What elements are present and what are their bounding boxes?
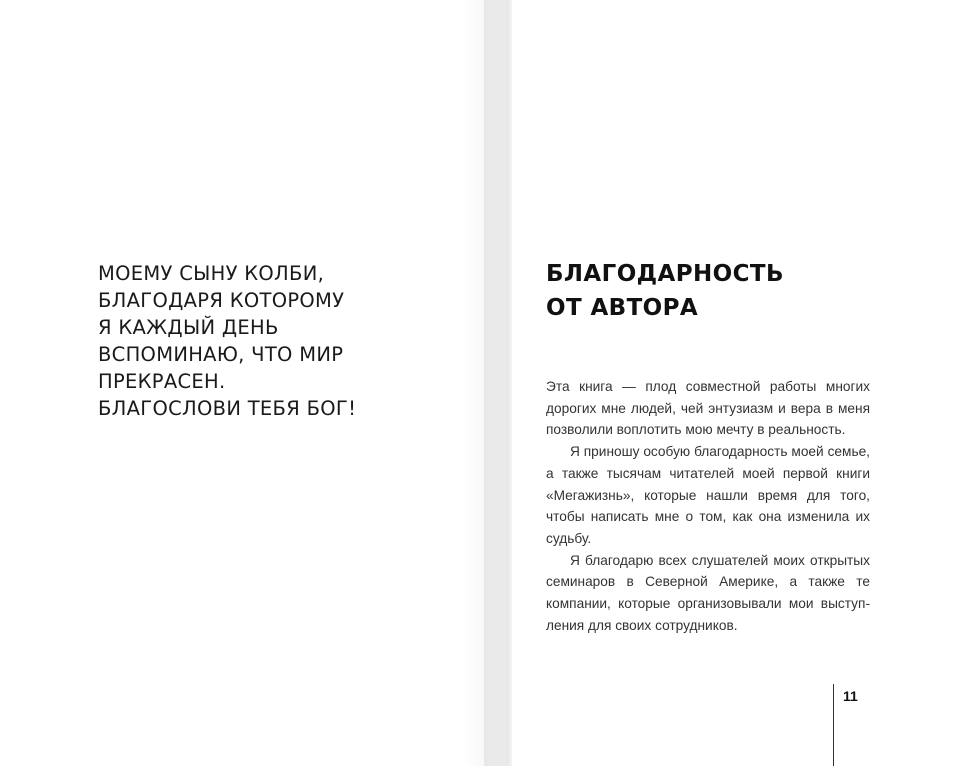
page-number: 11: [843, 688, 858, 704]
title-line: БЛАГОДАРНОСТЬ: [546, 261, 784, 287]
title-line: ОТ АВТОРА: [546, 295, 699, 321]
dedication-line: Я КАЖДЫЙ ДЕНЬ: [98, 316, 279, 339]
dedication: [98, 260, 438, 422]
dedication-line: МОЕМУ СЫНУ КОЛБИ,: [98, 262, 325, 285]
paragraph: Я благодарю всех слушателей моих открытых семинаров в Северной Америке, а также те компании, которые организовывали мои выступления для своих сотрудников.: [546, 552, 870, 633]
paragraph: Я приношу особую благодарность моей семье, а также тысячам читателей моей первой книги «Мегажизнь», которые нашли время для того, чтобы написать мне о том, как она изменила их судьбу.: [546, 444, 870, 546]
section-title: [546, 257, 784, 325]
dedication-line: ВСПОМИНАЮ, ЧТО МИР: [98, 343, 344, 366]
dedication-line: ПРЕКРАСЕН.: [98, 370, 226, 393]
right-page: [484, 0, 970, 766]
paragraph: Эта книга — плод совместной работы многих дорогих мне людей, чей энтузиазм и вера в меня позволили воплотить мою мечту в реальность.: [546, 379, 870, 438]
left-page: [0, 0, 484, 766]
acknowledgements-text: [546, 376, 870, 636]
dedication-line: БЛАГОСЛОВИ ТЕБЯ БОГ!: [98, 397, 357, 420]
folio-rule: [833, 684, 834, 766]
dedication-line: БЛАГОДАРЯ КОТОРОМУ: [98, 289, 345, 312]
gutter-shadow-right: [484, 0, 506, 766]
